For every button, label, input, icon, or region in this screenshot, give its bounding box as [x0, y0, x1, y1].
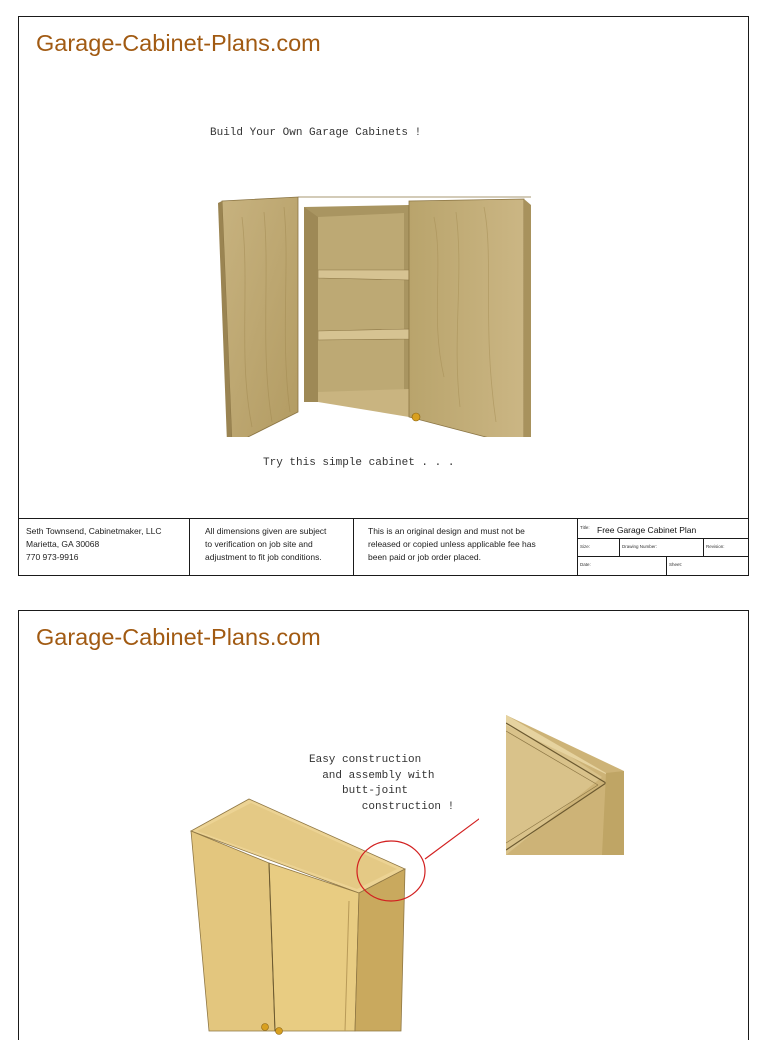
site-brand-title: Garage-Cabinet-Plans.com [36, 624, 321, 650]
copyright-note-line: This is an original design and must not be [368, 526, 525, 536]
dimensions-note-line: All dimensions given are subject [205, 526, 327, 536]
copyright-note-line: released or copied unless applicable fee has [368, 539, 536, 549]
sheet-label: Sheet: [669, 562, 683, 567]
size-label: Size: [580, 544, 591, 549]
drawing-info-grid [578, 519, 748, 575]
contact-line: Seth Townsend, Cabinetmaker, LLC [26, 526, 162, 536]
callout-text: Easy construction and assembly with butt-joint construction ! [309, 754, 455, 813]
open-cabinet-illustration-icon [194, 177, 539, 437]
copyright-note [354, 519, 578, 575]
caption-text: Try this simple cabinet . . . [263, 457, 455, 469]
dimensions-note [190, 519, 354, 575]
contact-block [19, 519, 190, 575]
revision-label: Revision: [706, 544, 725, 549]
drawing-title: Free Garage Cabinet Plan [597, 525, 697, 535]
site-brand-title: Garage-Cabinet-Plans.com [36, 30, 321, 56]
date-label: Date: [580, 562, 591, 567]
headline-text: Build Your Own Garage Cabinets ! [210, 127, 422, 139]
plan-sheet-2 [18, 610, 749, 1040]
contact-line: Marietta, GA 30068 [26, 539, 100, 549]
copyright-note-line: been paid or job order placed. [368, 552, 481, 562]
contact-line: 770 973-9916 [26, 552, 79, 562]
dimensions-note-line: adjustment to fit job conditions. [205, 552, 322, 562]
dimensions-note-line: to verification on job site and [205, 539, 313, 549]
closed-cabinet-illustration-icon [179, 791, 479, 1041]
corner-detail-illustration-icon [506, 715, 626, 855]
drawing-number-label: Drawing Number: [622, 544, 658, 549]
plan-sheet-1 [18, 16, 749, 576]
title-label: Title: [580, 525, 590, 530]
title-block [19, 518, 748, 575]
